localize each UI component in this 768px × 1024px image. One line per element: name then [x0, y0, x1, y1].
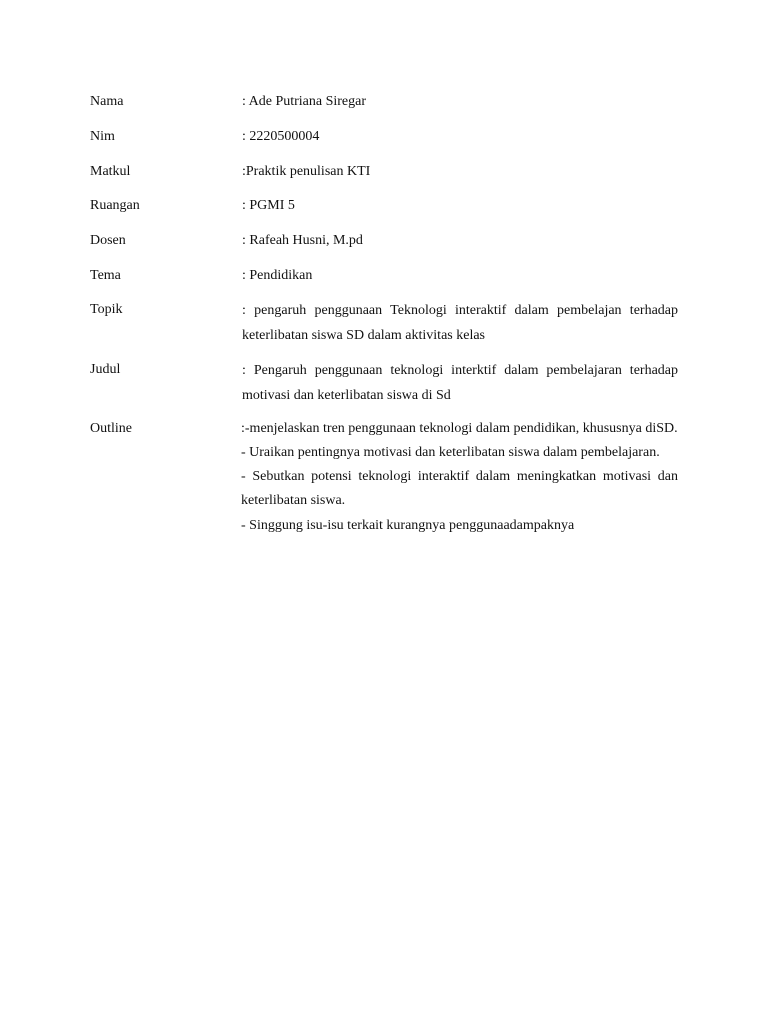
field-label: Dosen [90, 233, 126, 248]
field-label: Topik [90, 302, 123, 317]
outline-item: - Singgung isu-isu terkait kurangnya penggunaadampaknya [241, 518, 575, 533]
outline-item: - Sebutkan potensi teknologi interaktif dalam meningkatkan motivasi dan keterlibatan siswa. [241, 469, 678, 508]
outline-list [241, 420, 678, 535]
field-label: Matkul [90, 164, 131, 179]
outline-item: :-menjelaskan tren penggunaan teknologi dalam pendidikan, khususnya diSD. [241, 421, 678, 436]
field-value: : pengaruh penggunaan Teknologi interaktif dalam pembelajan terhadap keterlibatan siswa SD dalam aktivitas kelas [242, 303, 678, 343]
field-label: Judul [90, 362, 121, 377]
field-value: : Pendidikan [242, 268, 313, 283]
field-label: Nama [90, 94, 124, 109]
field-label: Tema [90, 268, 121, 283]
field-value: : Pengaruh penggunaan teknologi interktif dalam pembelajaran terhadap motivasi dan keterlibatan siswa di Sd [242, 363, 678, 403]
field-value: :Praktik penulisan KTI [242, 164, 371, 179]
field-label: Outline [90, 421, 132, 436]
field-label: Nim [90, 129, 115, 144]
field-label: Ruangan [90, 198, 140, 213]
field-value: : Rafeah Husni, M.pd [242, 233, 363, 248]
outline-item: - Uraikan pentingnya motivasi dan keterlibatan siswa dalam pembelajaran. [241, 445, 660, 460]
field-value: : Ade Putriana Siregar [242, 94, 367, 109]
field-value: : 2220500004 [242, 129, 320, 144]
field-value: : PGMI 5 [242, 198, 295, 213]
